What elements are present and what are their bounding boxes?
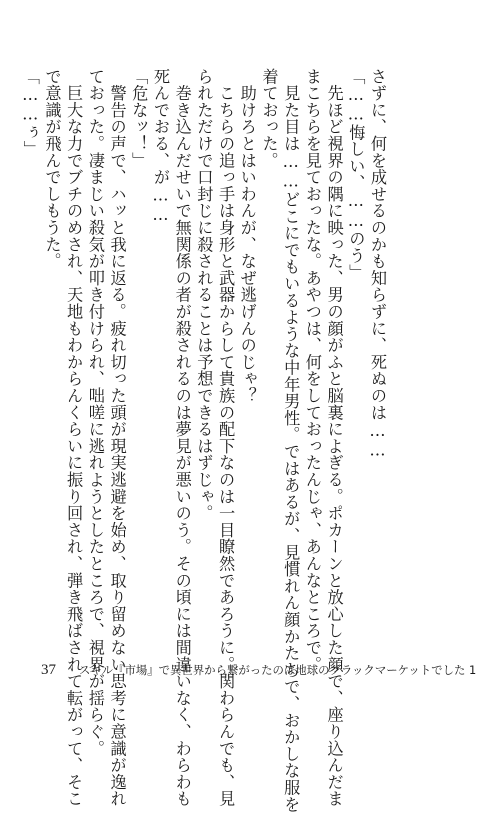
- page-footer: [0, 660, 500, 680]
- text-line: 着ておった。: [259, 68, 279, 169]
- text-line: 死んでおる、が……: [150, 68, 170, 225]
- page-number: 37: [41, 662, 56, 678]
- text-line: ておった。凄まじい殺気が叩き付けられ、咄嗟に逃れようとしたところで、視界が揺らぐ。: [85, 68, 105, 757]
- text-line: 「危なッ！」: [129, 68, 149, 169]
- text-line: さずに、何を成せるのかも知らずに、死ぬのは……: [368, 68, 387, 460]
- text-line: こちらの追っ手は身形と武器からして貴族の配下なのは一目瞭然であろうに。関わらんでも、見: [216, 68, 236, 808]
- text-line: 巻き込んだせいで無関係の者が殺されるのは夢見が悪いのう。その頃には間違いなく、わらわも: [172, 68, 192, 808]
- text-line: 「……悔しい、……のう」: [346, 68, 366, 281]
- text-line: 警告の声で、ハッと我に返る。疲れ切った頭が現実逃避を始め、取り留めない思考に意識が逸れ: [107, 68, 127, 808]
- text-line: まこちらを見ておったな。あやつは、何をしておったんじゃ、あんなところで。: [302, 68, 322, 673]
- text-line: られただけで口封じに殺されることは予想できるはずじゃ。: [194, 68, 214, 522]
- text-line: 「……ぅ」: [20, 68, 40, 158]
- running-title: スキル『市場』で異世界から繋がったのは地球のブラックマーケットでした 1: [79, 663, 477, 677]
- text-line: 助けろとはいわんが、なぜ逃げんのじゃ？: [237, 68, 257, 404]
- text-line: 見た目は……どこにでもいるような中年男性。ではあるが、見慣れん顔かたちで、おかしな服を: [281, 68, 301, 813]
- text-line: で意識が飛んでしもうた。: [42, 68, 62, 270]
- text-line: 巨大な力でブチのめされ、天地もわからんくらいに振り回され、弾き飛ばされて転がって、そこ: [64, 68, 84, 808]
- text-line: 先ほど視界の隅に映った、男の顔がふと脳裏によぎる。ポカーンと放心した顔で、座り込んだま: [324, 68, 344, 808]
